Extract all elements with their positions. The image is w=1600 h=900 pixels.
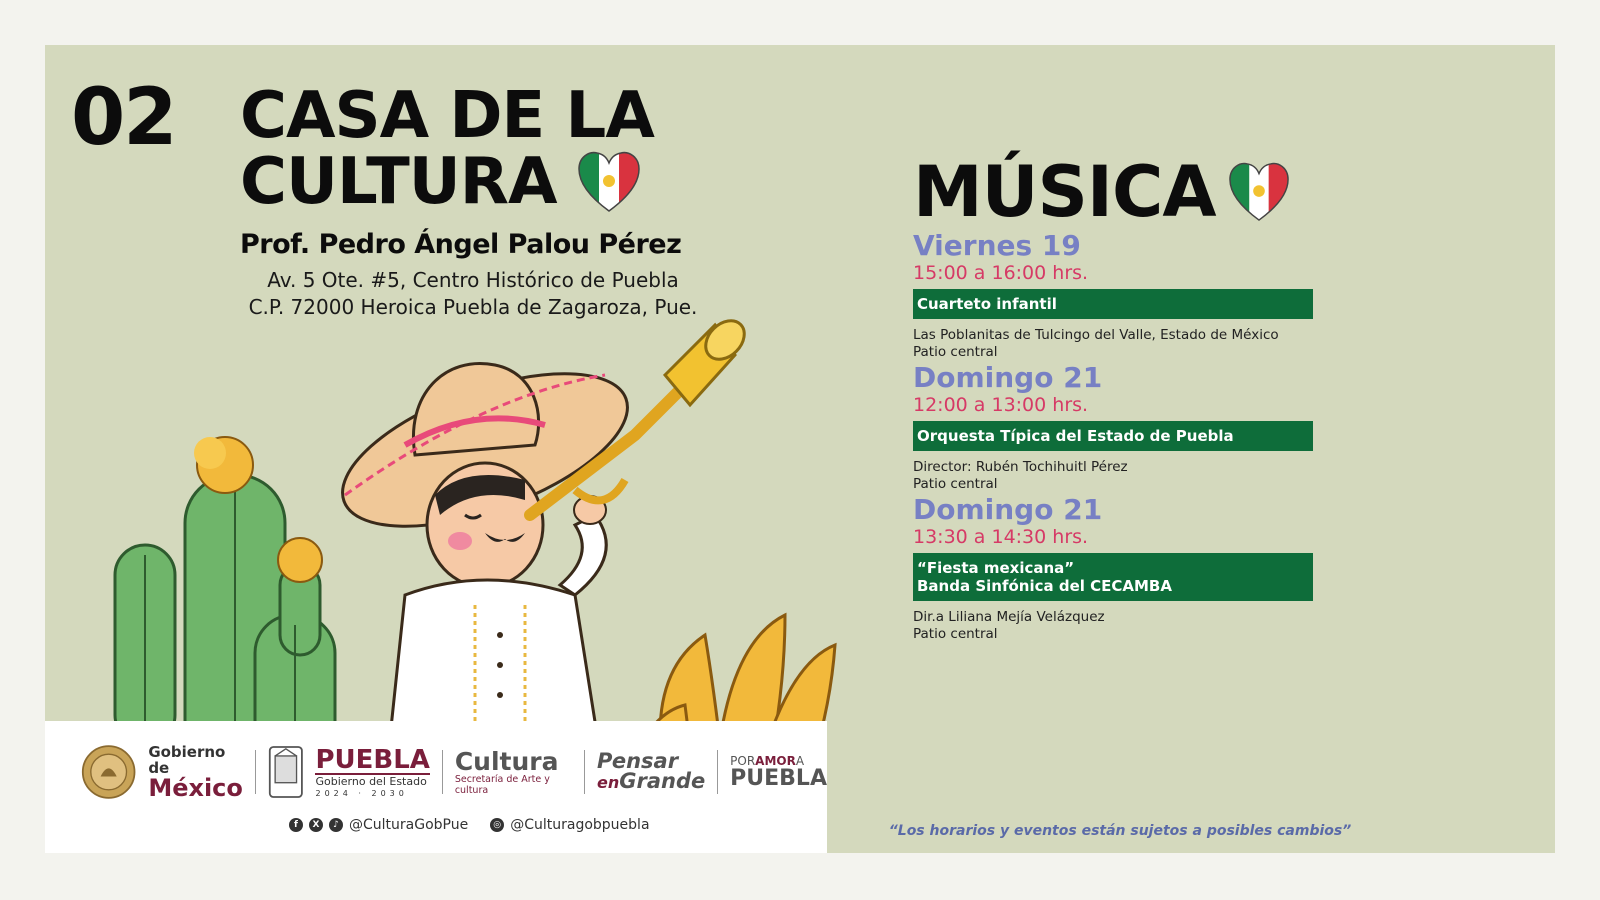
category-label: MÚSICA	[913, 151, 1216, 233]
sponsor-footer	[45, 721, 827, 853]
event-detail: Las Poblanitas de Tulcingo del Valle, Estado de México	[913, 327, 1279, 343]
mexican-flag-heart-icon	[1228, 159, 1290, 225]
category-title	[913, 151, 1290, 233]
social-handle-primary[interactable]: @CulturaGobPue	[349, 817, 469, 833]
event-location: Patio central	[913, 476, 998, 492]
event-title: Orquesta Típica del Estado de Puebla	[917, 427, 1234, 445]
venue-address	[240, 267, 706, 321]
event-time: 15:00 a 16:00 hrs.	[913, 262, 1089, 284]
event-title-line2: Banda Sinfónica del CECAMBA	[917, 577, 1172, 595]
event-title-bar	[913, 553, 1313, 601]
event-poster	[45, 45, 1555, 853]
event-day: Domingo 21	[913, 493, 1103, 526]
social-handle-instagram[interactable]: @Culturagobpuebla	[510, 817, 650, 833]
puebla-shield-icon	[268, 742, 304, 802]
por-amor-a-puebla-logo: PORAMORA PUEBLA	[730, 753, 827, 791]
venue-title-line2: CULTURA	[240, 145, 557, 219]
facebook-icon[interactable]: f	[289, 818, 303, 832]
mariachi-trumpeter-illustration	[105, 315, 865, 785]
event-day: Domingo 21	[913, 361, 1103, 394]
venue-subtitle: Prof. Pedro Ángel Palou Pérez	[240, 229, 682, 260]
event-time: 13:30 a 14:30 hrs.	[913, 526, 1089, 548]
venue-number: 02	[71, 73, 176, 163]
tiktok-icon[interactable]: ♪	[329, 818, 343, 832]
schedule-disclaimer: “Los horarios y eventos están sujetos a posibles cambios”	[888, 823, 1352, 839]
event-item	[913, 495, 1333, 643]
event-detail: Dir.a Liliana Mejía Velázquez	[913, 609, 1105, 625]
puebla-government-logo: PUEBLA Gobierno del Estado 2024 · 2030	[315, 744, 430, 798]
address-line1: Av. 5 Ote. #5, Centro Histórico de Puebla	[267, 268, 679, 292]
event-title: Cuarteto infantil	[917, 295, 1057, 313]
event-title: “Fiesta mexicana”	[917, 559, 1075, 577]
pensar-en-grande-logo: Pensar enGrande	[597, 749, 706, 793]
sponsor-logos	[81, 737, 827, 807]
event-list	[913, 231, 1333, 645]
social-links	[289, 817, 650, 833]
event-title-bar	[913, 421, 1313, 451]
venue-title-line1: CASA DE LA	[240, 79, 654, 153]
event-day: Viernes 19	[913, 229, 1081, 262]
national-seal-icon	[81, 741, 136, 803]
event-title-bar	[913, 289, 1313, 319]
address-line2: C.P. 72000 Heroica Puebla de Zagaroza, Pue.	[248, 295, 698, 319]
gobierno-mexico-logo: Gobierno de México	[148, 743, 243, 802]
mariachi-icon	[324, 342, 647, 785]
event-item	[913, 231, 1333, 361]
x-icon[interactable]: X	[309, 818, 323, 832]
venue-title	[240, 79, 654, 219]
cultura-logo: Cultura Secretaría de Arte y cultura	[454, 746, 559, 796]
mexican-flag-heart-icon	[577, 149, 641, 215]
event-location: Patio central	[913, 626, 998, 642]
event-item	[913, 363, 1333, 493]
instagram-icon[interactable]: ◎	[490, 818, 504, 832]
event-location: Patio central	[913, 344, 998, 360]
event-time: 12:00 a 13:00 hrs.	[913, 394, 1089, 416]
event-detail: Director: Rubén Tochihuitl Pérez	[913, 459, 1128, 475]
